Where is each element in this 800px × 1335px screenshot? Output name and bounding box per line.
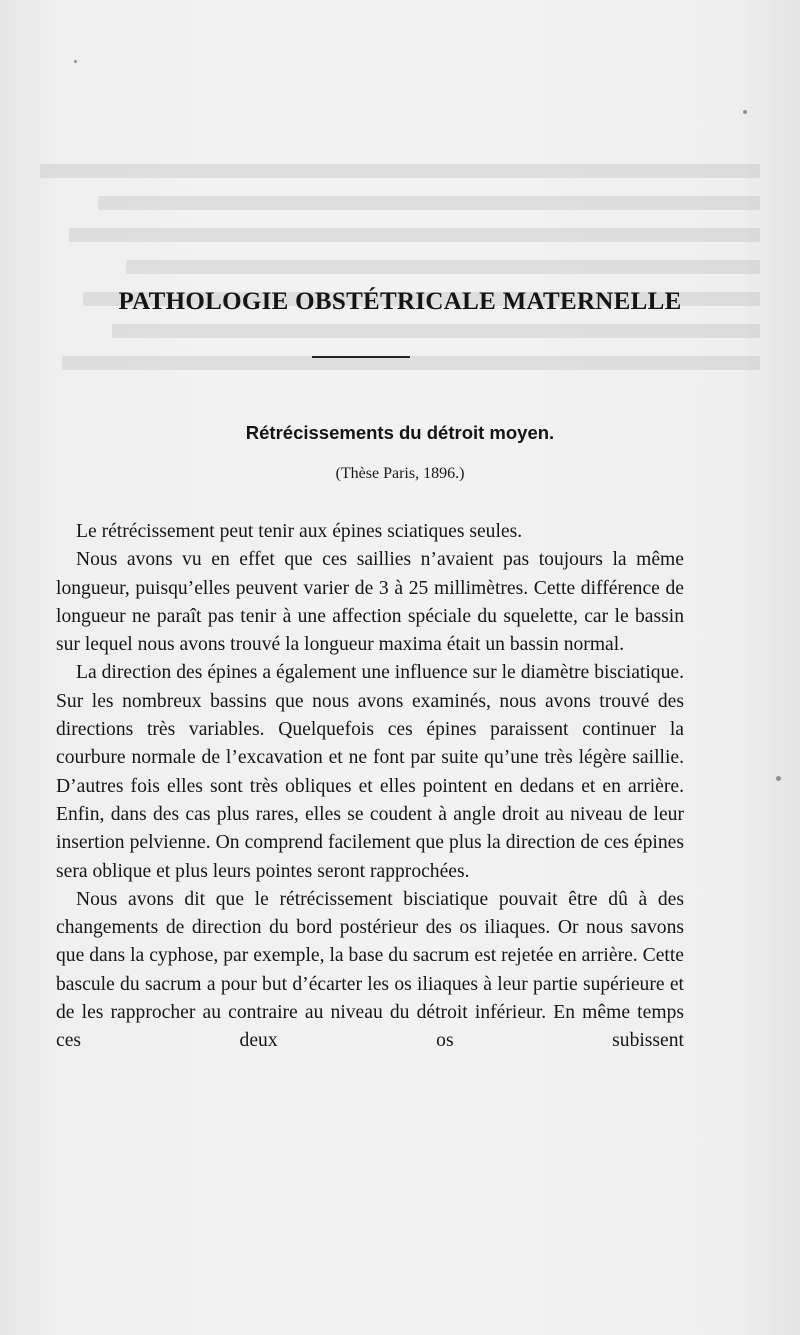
section-title: PATHOLOGIE OBSTÉTRICALE MATERNELLE: [118, 288, 682, 315]
paper-speck: [776, 776, 781, 781]
paper-speck: [74, 60, 77, 63]
source-citation: (Thèse Paris, 1896.): [335, 465, 465, 482]
body-text: [56, 518, 684, 1056]
paper-speck: [743, 110, 747, 114]
title-divider: [312, 356, 410, 358]
paragraph: Nous avons vu en effet que ces saillies n’avaient pas toujours la même longueur, puisqu’elles peuvent varier de 3 à 25 millimètres. Cette différence de longueur ne paraît pas tenir à une affection spéciale du squelette, car le bassin sur lequel nous avons trouvé la longueur maxima était un bassin normal.: [56, 549, 684, 656]
paragraph: Nous avons dit que le rétrécissement bisciatique pouvait être dû à des changements de direction du bord postérieur des os iliaques. Or nous savons que dans la cyphose, par exemple, la base du sacrum est rejetée en arrière. Cette bascule du sacrum a pour but d’écarter les os iliaques à leur partie supérieure et de les rapprocher au contraire au niveau du détroit inférieur. En même temps ces deux os subissent: [56, 888, 684, 1052]
paragraph: Le rétrécissement peut tenir aux épines sciatiques seules.: [76, 521, 523, 542]
article-title: Rétrécissements du détroit moyen.: [245, 422, 555, 443]
paragraph: La direction des épines a également une influence sur le diamètre bisciatique. Sur les nombreux bassins que nous avons examinés, nous avons trouvé des directions très variables. Quelquefois ces épines paraissent continuer la courbure normale de l’excavation et ne font par suite qu’une très légère saillie. D’autres fois elles sont très obliques et elles pointent en dedans et en arrière. Enfin, dans des cas plus rares, elles se coudent à angle droit au niveau de leur insertion pelvienne. On comprend facilement que plus la direction de ces épines sera oblique et plus leurs pointes seront rapprochées.: [56, 662, 684, 882]
